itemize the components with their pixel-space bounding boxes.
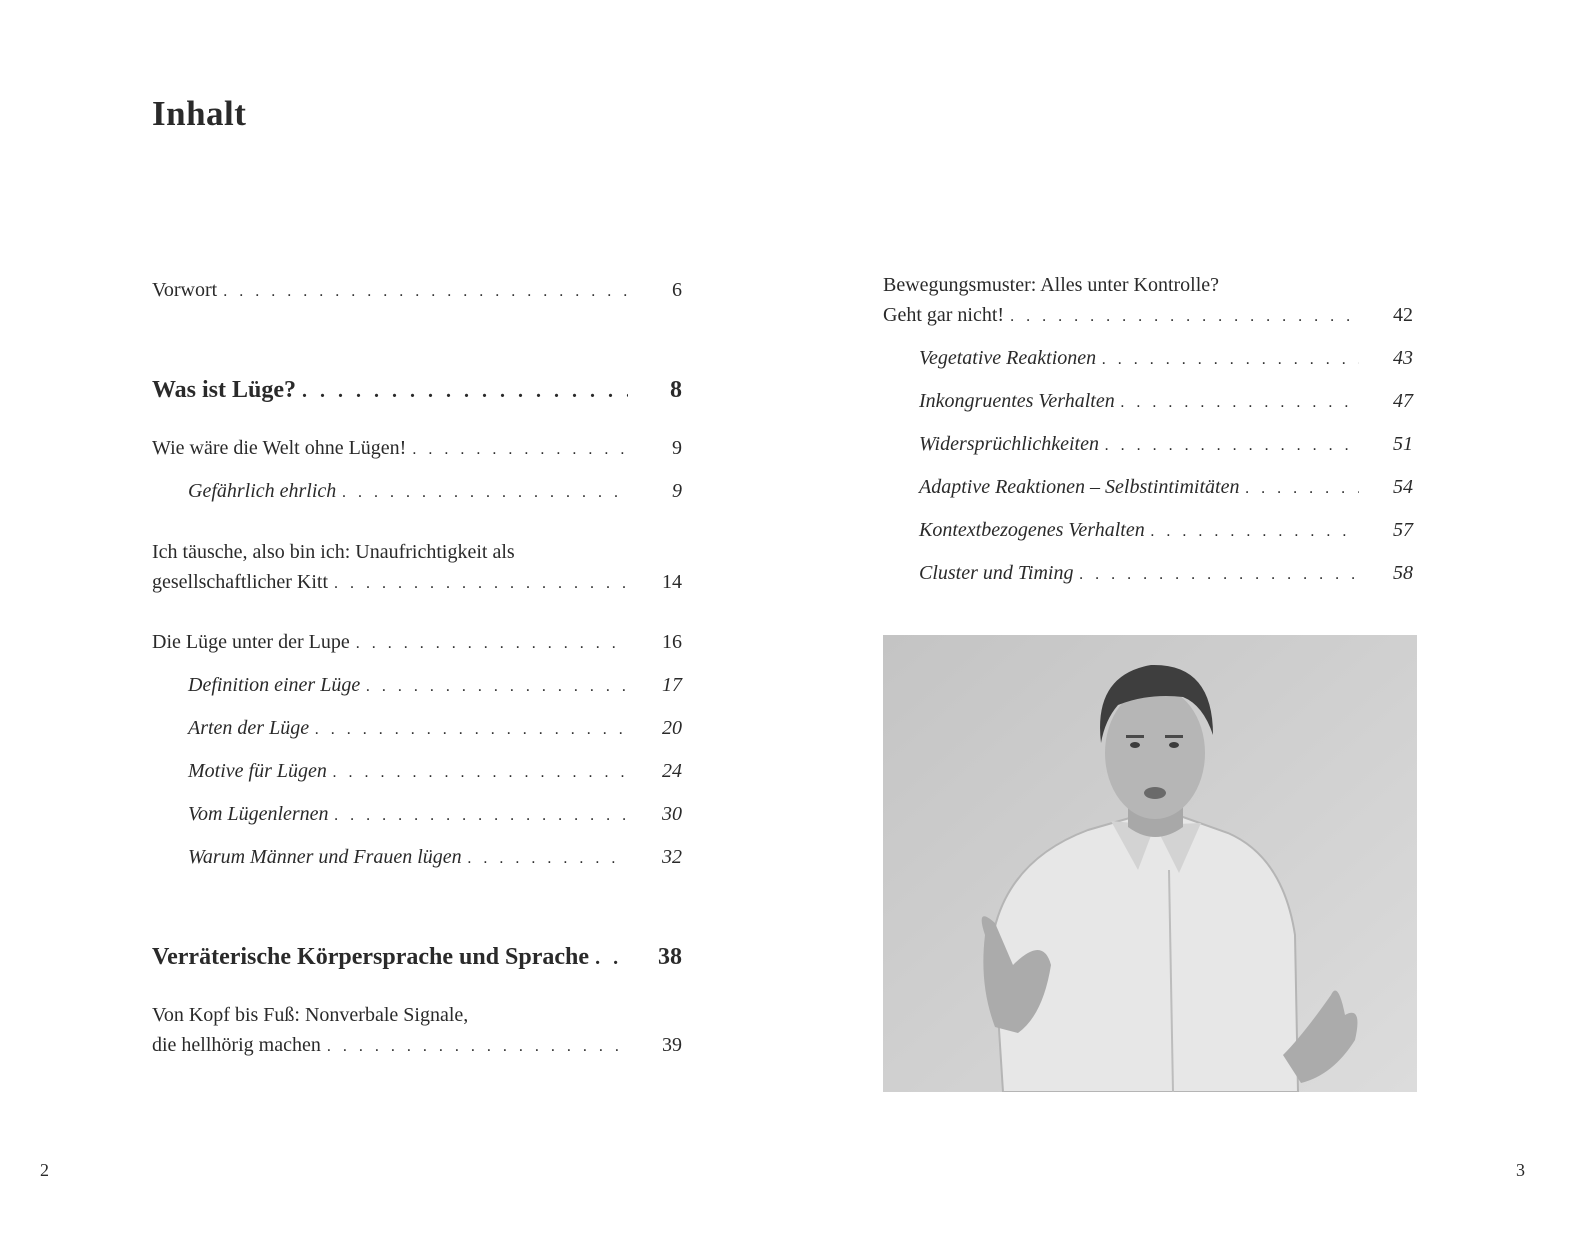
toc-entry-page: 54 xyxy=(1393,476,1413,498)
author-photo xyxy=(883,635,1417,1092)
leader-dots xyxy=(1102,345,1359,375)
leader-dots xyxy=(468,844,628,874)
toc-subentry xyxy=(883,558,1413,590)
toc-entry-label: Widersprüchlichkeiten xyxy=(919,433,1099,455)
leader-dots xyxy=(412,435,628,465)
toc-entry-page: 17 xyxy=(662,674,682,696)
toc-entry-label: Motive für Lügen xyxy=(188,760,327,782)
leader-dots xyxy=(333,758,628,788)
toc-entry-label: Kontextbezogenes Verhalten xyxy=(919,519,1145,541)
toc-left-column xyxy=(152,270,682,1062)
page-number-left: 2 xyxy=(40,1160,49,1180)
toc-entry-page: 16 xyxy=(662,631,682,653)
leader-dots xyxy=(315,715,628,745)
leader-dots xyxy=(1121,388,1359,418)
toc-right-column xyxy=(883,270,1413,590)
leader-dots xyxy=(1079,560,1359,590)
toc-entry xyxy=(152,433,682,465)
toc-entry-label: Cluster und Timing xyxy=(919,562,1074,584)
leader-dots xyxy=(1151,517,1359,547)
toc-entry xyxy=(152,1000,682,1062)
toc-entry-label-line1: Bewegungsmuster: Alles unter Kontrolle? xyxy=(883,274,1220,296)
toc-entry-label: Vom Lügenlernen xyxy=(188,803,329,825)
toc-entry-page: 8 xyxy=(670,377,682,403)
toc-entry-page: 9 xyxy=(672,437,682,459)
toc-entry-label: Gefährlich ehrlich xyxy=(188,480,337,502)
leader-dots xyxy=(595,941,628,975)
toc-subentry xyxy=(883,386,1413,418)
leader-dots xyxy=(335,801,628,831)
toc-subentry xyxy=(883,472,1413,504)
toc-entry-label: Adaptive Reaktionen – Selbstintimitäten xyxy=(919,476,1240,498)
leader-dots xyxy=(334,569,628,599)
toc-entry-label: Inkongruentes Verhalten xyxy=(919,390,1115,412)
leader-dots xyxy=(1105,431,1359,461)
toc-entry-label: Warum Männer und Frauen lügen xyxy=(188,846,462,868)
toc-entry-label: Arten der Lüge xyxy=(188,717,310,739)
toc-entry-label-line1: Von Kopf bis Fuß: Nonverbale Signale, xyxy=(152,1004,469,1026)
toc-entry-page: 51 xyxy=(1393,433,1413,455)
leader-dots xyxy=(366,672,628,702)
toc-entry-page: 47 xyxy=(1393,390,1413,412)
toc-subentry xyxy=(883,343,1413,375)
toc-entry xyxy=(883,270,1413,332)
toc-subentry xyxy=(883,429,1413,461)
toc-subentry xyxy=(152,670,682,702)
toc-entry-label-line2: die hellhörig machen xyxy=(152,1034,321,1056)
leader-dots xyxy=(302,374,628,408)
leader-dots xyxy=(327,1032,628,1062)
toc-entry xyxy=(152,275,682,307)
leader-dots xyxy=(356,629,628,659)
toc-entry-page: 43 xyxy=(1393,347,1413,369)
toc-subentry xyxy=(152,799,682,831)
toc-entry-page: 24 xyxy=(662,760,682,782)
page-number-right: 3 xyxy=(1516,1160,1525,1180)
toc-entry-label: Wie wäre die Welt ohne Lügen! xyxy=(152,437,407,459)
toc-entry-page: 38 xyxy=(658,944,682,970)
person-gesturing-image xyxy=(883,635,1417,1092)
leader-dots xyxy=(1245,474,1359,504)
toc-entry-label-line2: Geht gar nicht! xyxy=(883,304,1005,326)
toc-entry-label: Was ist Lüge? xyxy=(152,377,297,403)
toc-entry xyxy=(152,537,682,599)
toc-subentry xyxy=(883,515,1413,547)
leader-dots xyxy=(223,277,628,307)
toc-subentry xyxy=(152,842,682,874)
toc-entry-label: Vorwort xyxy=(152,279,218,301)
toc-subentry xyxy=(152,713,682,745)
toc-entry-page: 42 xyxy=(1393,304,1413,326)
toc-entry-page: 14 xyxy=(662,571,682,593)
page-title: Inhalt xyxy=(152,94,247,133)
toc-entry-label: Definition einer Lüge xyxy=(188,674,361,696)
toc-entry-page: 9 xyxy=(672,480,682,502)
toc-entry-label-line1: Ich täusche, also bin ich: Unaufrichtigkeit als xyxy=(152,541,515,563)
toc-entry-page: 39 xyxy=(662,1034,682,1056)
toc-chapter-entry xyxy=(152,373,682,408)
toc-subentry xyxy=(152,756,682,788)
toc-entry-page: 30 xyxy=(662,803,682,825)
toc-chapter-entry xyxy=(152,940,682,975)
leader-dots xyxy=(342,478,628,508)
toc-entry-page: 57 xyxy=(1393,519,1413,541)
toc-entry-label-line2: gesellschaftlicher Kitt xyxy=(152,571,329,593)
toc-entry-page: 20 xyxy=(662,717,682,739)
toc-entry-label: Vegetative Reaktionen xyxy=(919,347,1097,369)
toc-entry-page: 6 xyxy=(672,279,682,301)
toc-entry-page: 32 xyxy=(662,846,682,868)
leader-dots xyxy=(1010,302,1359,332)
toc-entry-label: Verräterische Körpersprache und Sprache xyxy=(152,944,590,970)
toc-entry-label: Die Lüge unter der Lupe xyxy=(152,631,350,653)
toc-entry xyxy=(152,627,682,659)
toc-subentry xyxy=(152,476,682,508)
toc-entry-page: 58 xyxy=(1393,562,1413,584)
